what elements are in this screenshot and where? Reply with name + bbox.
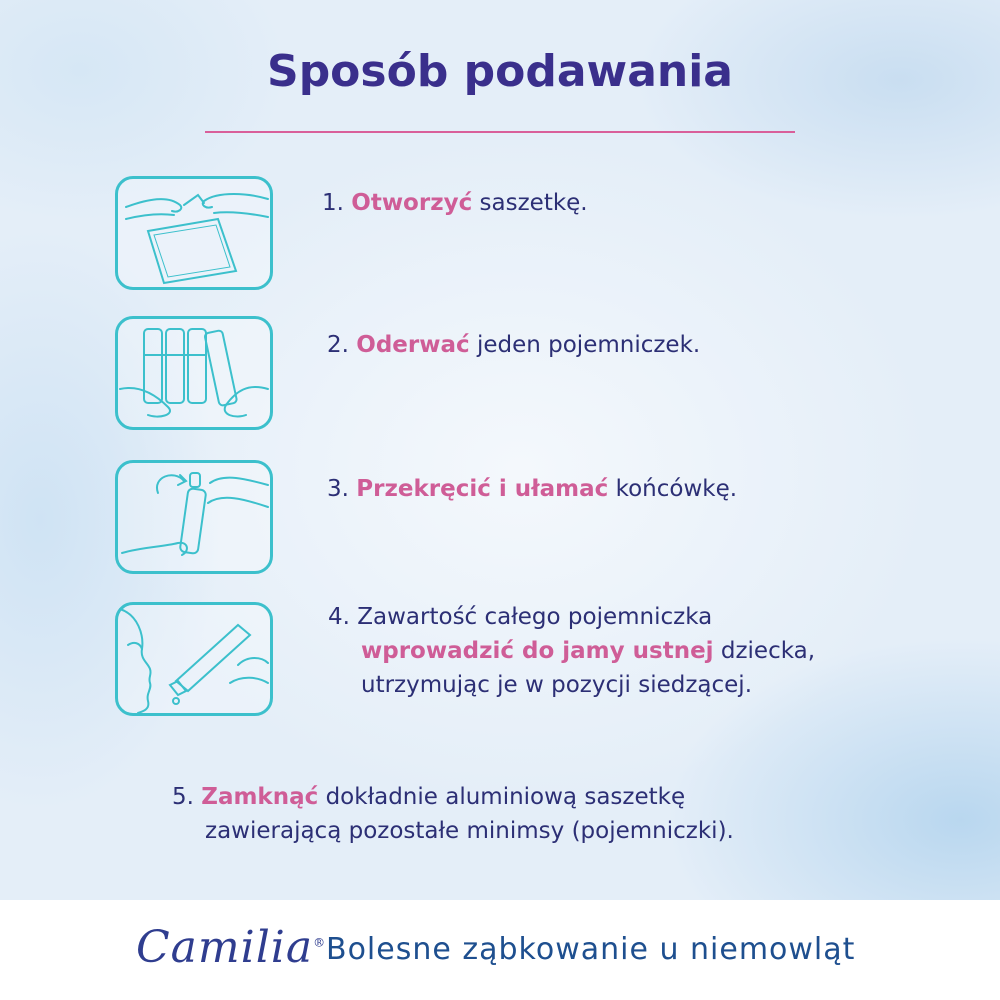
step-3-number: 3. [327, 476, 349, 502]
step-3-highlight: Przekręcić i ułamać [356, 476, 609, 502]
page-title: Sposób podawania [267, 46, 733, 97]
step-1-text: saszetkę. [472, 190, 588, 216]
step-1-illustration [115, 176, 273, 290]
brand-logo [136, 922, 326, 973]
step-4 [328, 600, 815, 702]
step-4-illustration [115, 602, 273, 716]
step-4-text-3: utrzymując je w pozycji siedzącej. [361, 672, 753, 698]
step-4-line-1 [328, 600, 815, 634]
step-2-illustration [115, 316, 273, 430]
step-4-line-3 [328, 668, 815, 702]
tear-container-icon [118, 319, 270, 427]
step-5 [172, 780, 734, 848]
step-4-text-1: Zawartość całego pojemniczka [357, 604, 713, 630]
step-4-highlight: wprowadzić do jamy ustnej [361, 638, 714, 664]
step-5-number: 5. [172, 784, 194, 810]
step-2-text: jeden pojemniczek. [469, 332, 701, 358]
tagline: Bolesne ząbkowanie u niemowląt [326, 932, 856, 967]
title-divider [205, 131, 795, 133]
step-3-text: końcówkę. [608, 476, 738, 502]
step-2-highlight: Oderwać [356, 332, 470, 358]
open-sachet-icon [118, 179, 270, 287]
step-4-number: 4. [328, 604, 350, 630]
step-1-number: 1. [322, 190, 344, 216]
step-5-highlight: Zamknąć [201, 784, 319, 810]
registered-mark: ® [313, 935, 327, 950]
feed-child-icon [118, 605, 270, 713]
step-5-line-2 [172, 814, 734, 848]
step-3 [327, 472, 737, 506]
step-5-text-2: zawierającą pozostałe minimsy (pojemniczki). [205, 818, 734, 844]
step-5-text-1: dokładnie aluminiową saszetkę [318, 784, 686, 810]
step-2 [327, 328, 700, 362]
brand-name: Camilia [136, 922, 314, 973]
twist-tip-icon [118, 463, 270, 571]
step-5-line-1 [172, 780, 734, 814]
step-3-illustration [115, 460, 273, 574]
step-1 [322, 186, 588, 220]
step-4-line-2 [328, 634, 815, 668]
step-1-highlight: Otworzyć [351, 190, 473, 216]
step-2-number: 2. [327, 332, 349, 358]
step-4-text-2: dziecka, [713, 638, 816, 664]
